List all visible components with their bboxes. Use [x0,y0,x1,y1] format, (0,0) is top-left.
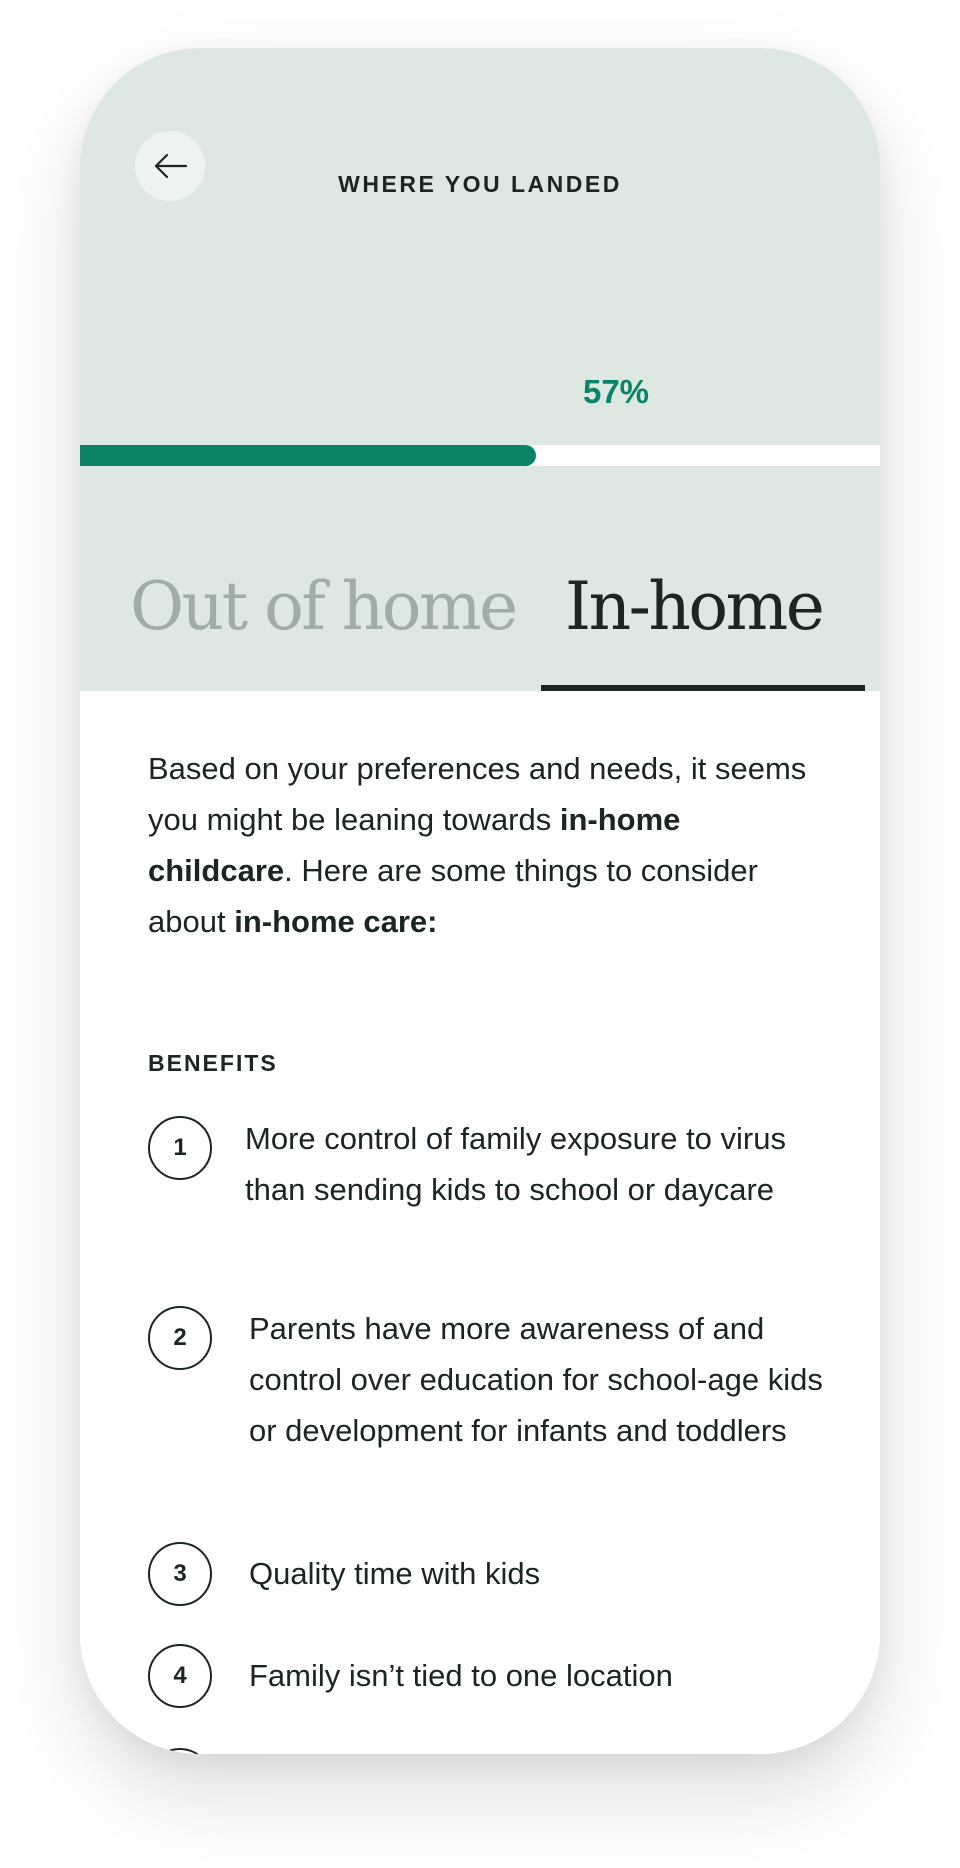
tab-in-home[interactable]: In-home [565,568,823,645]
benefit-number-badge: 2 [148,1306,212,1370]
intro-emphasis-care: in-home care: [234,904,438,939]
intro-text-continued: . Here are some things to consider about [148,853,758,939]
benefit-number-badge: 3 [148,1542,212,1606]
benefit-number-badge: 4 [148,1644,212,1708]
active-tab-indicator [541,685,865,691]
benefit-text: Family isn’t tied to one location [249,1658,673,1693]
benefit-text: More control of family exposure to virus than sending kids to school or daycare [245,1121,786,1207]
phone-screen [80,48,880,1754]
progress-bar-fill [80,445,536,466]
intro-text: Based on your preferences and needs, it seems you might be leaning towards [148,751,807,837]
results-summary [148,743,828,947]
intro-emphasis-childcare: in-home childcare [148,802,681,888]
benefit-text: Parents have more awareness of and control over education for school-age kids or development for infants and toddlers [249,1311,823,1448]
results-header [80,48,880,691]
progress-bar [80,445,880,466]
page-title: WHERE YOU LANDED [338,171,622,197]
progress-percent: 57% [582,373,650,410]
benefit-number-badge: 1 [148,1116,212,1180]
benefits-heading: BENEFITS [148,1050,278,1076]
tab-out-of-home[interactable]: Out of home [130,568,516,645]
benefit-text: Quality time with kids [249,1556,541,1591]
benefit-number-badge [148,1748,212,1754]
intro-paragraph [148,743,828,947]
